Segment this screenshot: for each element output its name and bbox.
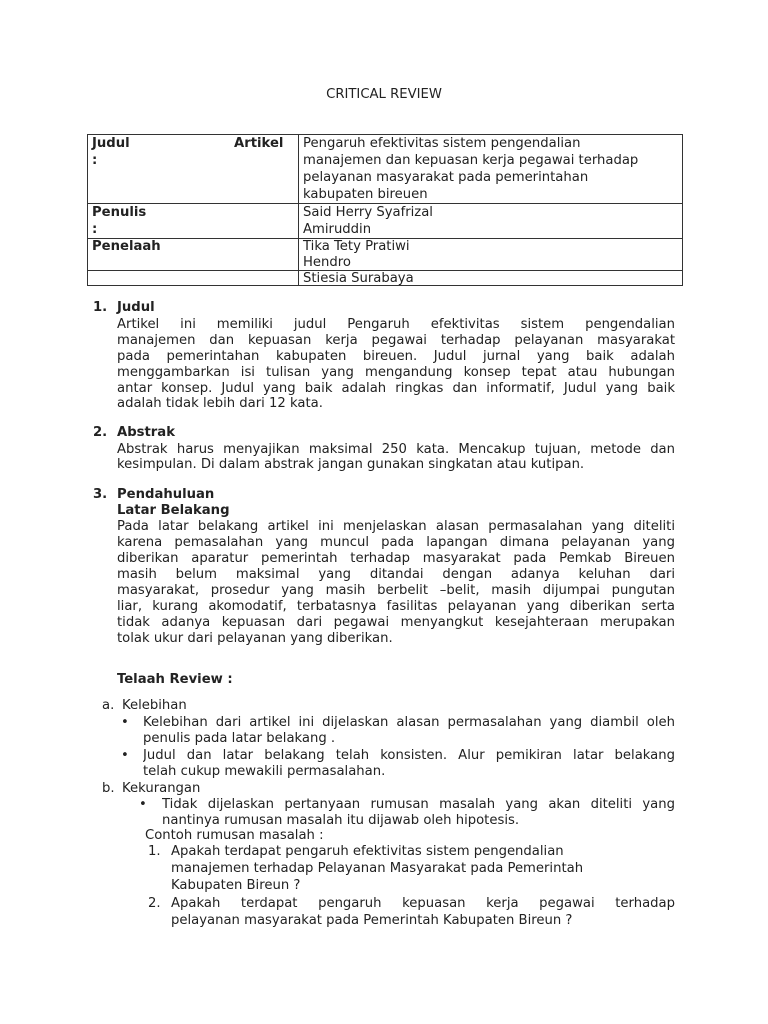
kekurangan-heading: Kekurangan: [122, 781, 201, 796]
penulis-label: Penulis: [92, 205, 147, 220]
paragraph-line: menggambarkan isi tulisan yang mengandung konsep tepat atau hubungan: [117, 365, 675, 380]
bullet-line: penulis pada latar belakang .: [143, 731, 336, 746]
paragraph-line: kesimpulan. Di dalam abstrak jangan gunakan singkatan atau kutipan.: [117, 457, 585, 472]
paragraph-line: Pada latar belakang artikel ini menjelaskan alasan permasalahan yang diteliti: [117, 519, 675, 534]
paragraph-line: manajemen dan kepuasan kerja pegawai terhadap pelayanan masyarakat: [117, 333, 675, 348]
info-table: [87, 134, 683, 286]
bullet-line: Kelebihan dari artikel ini dijelaskan alasan permasalahan yang diambil oleh: [143, 715, 675, 730]
bullet-icon: •: [121, 748, 129, 763]
paragraph-line: liar, kurang akomodatif, terbatasnya fasilitas pelayanan yang diberikan serta: [117, 599, 675, 614]
item-number: 1.: [148, 844, 161, 859]
section-number: 2.: [93, 425, 108, 440]
penelaah-value: Tika Tety Pratiwi: [303, 239, 410, 254]
kelebihan-heading: Kelebihan: [122, 698, 187, 713]
section-heading-abstrak: Abstrak: [117, 425, 175, 440]
item-line: manajemen terhadap Pelayanan Masyarakat pada Pemerintah: [171, 861, 584, 876]
subheading-latar-belakang: Latar Belakang: [117, 503, 230, 518]
list-label: b.: [102, 781, 115, 796]
document-title: CRITICAL REVIEW: [326, 87, 442, 102]
penelaah-value: Hendro: [303, 255, 351, 270]
paragraph-line: diberikan aparatur pemerintah terhadap masyarakat pada Pemkab Bireuen: [117, 551, 675, 566]
artikel-label: Artikel: [234, 136, 284, 151]
paragraph-line: tidak adanya kepuasan dari pegawai menyangkut kesejahteraan merupakan: [117, 615, 675, 630]
bullet-icon: •: [139, 797, 147, 812]
institution-value: Stiesia Surabaya: [303, 271, 414, 286]
section-heading-judul: Judul: [117, 300, 155, 315]
penulis-value: Said Herry Syafrizal: [303, 205, 433, 220]
item-line: Apakah terdapat pengaruh efektivitas sistem pengendalian: [171, 844, 564, 859]
review-heading: Telaah Review :: [117, 672, 233, 687]
judul-value: Pengaruh efektivitas sistem pengendalian: [303, 136, 581, 151]
colon: :: [92, 222, 98, 237]
item-line: pelayanan masyarakat pada Pemerintah Kabupaten Bireun ?: [171, 913, 573, 928]
paragraph-line: karena pemasalahan yang muncul pada lapangan dimana pelayanan yang: [117, 535, 675, 550]
penulis-value: Amiruddin: [303, 222, 372, 237]
bullet-line: Tidak dijelaskan pertanyaan rumusan masalah yang akan diteliti yang: [162, 797, 675, 812]
item-line: Kabupaten Bireun ?: [171, 878, 301, 893]
judul-value: kabupaten bireuen: [303, 187, 428, 202]
judul-label: Judul: [92, 136, 130, 151]
paragraph-line: masih belum maksimal yang ditandai dengan adanya keluhan dari: [117, 567, 675, 582]
paragraph-line: adalah tidak lebih dari 12 kata.: [117, 396, 323, 411]
bullet-line: nantinya rumusan masalah itu dijawab oleh hipotesis.: [162, 813, 520, 828]
item-line: Apakah terdapat pengaruh kepuasan kerja pegawai terhadap: [171, 896, 675, 911]
judul-value: manajemen dan kepuasan kerja pegawai terhadap: [303, 153, 639, 168]
paragraph-line: masyarakat, prosedur yang masih berbelit –belit, masih dijumpai pungutan: [117, 583, 675, 598]
penelaah-label: Penelaah: [92, 239, 161, 254]
section-heading-pendahuluan: Pendahuluan: [117, 487, 215, 502]
section-number: 3.: [93, 487, 108, 502]
bullet-icon: •: [121, 715, 129, 730]
bullet-line: telah cukup mewakili permasalahan.: [143, 764, 386, 779]
contoh-label: Contoh rumusan masalah :: [145, 828, 324, 843]
item-number: 2.: [148, 896, 161, 911]
colon: :: [92, 153, 98, 168]
paragraph-line: tolak ukur dari pelayanan yang diberikan.: [117, 631, 393, 646]
paragraph-line: Artikel ini memiliki judul Pengaruh efektivitas sistem pengendalian: [117, 317, 675, 332]
list-label: a.: [102, 698, 115, 713]
judul-value: pelayanan masyarakat pada pemerintahan: [303, 170, 589, 185]
bullet-line: Judul dan latar belakang telah konsisten. Alur pemikiran latar belakang: [143, 748, 675, 763]
paragraph-line: Abstrak harus menyajikan maksimal 250 kata. Mencakup tujuan, metode dan: [117, 442, 675, 457]
paragraph-line: pada pemerintahan kabupaten bireuen. Judul jurnal yang baik adalah: [117, 349, 675, 364]
paragraph-line: antar konsep. Judul yang baik adalah ringkas dan informatif, Judul yang baik: [117, 381, 675, 396]
section-number: 1.: [93, 300, 108, 315]
table-divider: [298, 135, 299, 285]
